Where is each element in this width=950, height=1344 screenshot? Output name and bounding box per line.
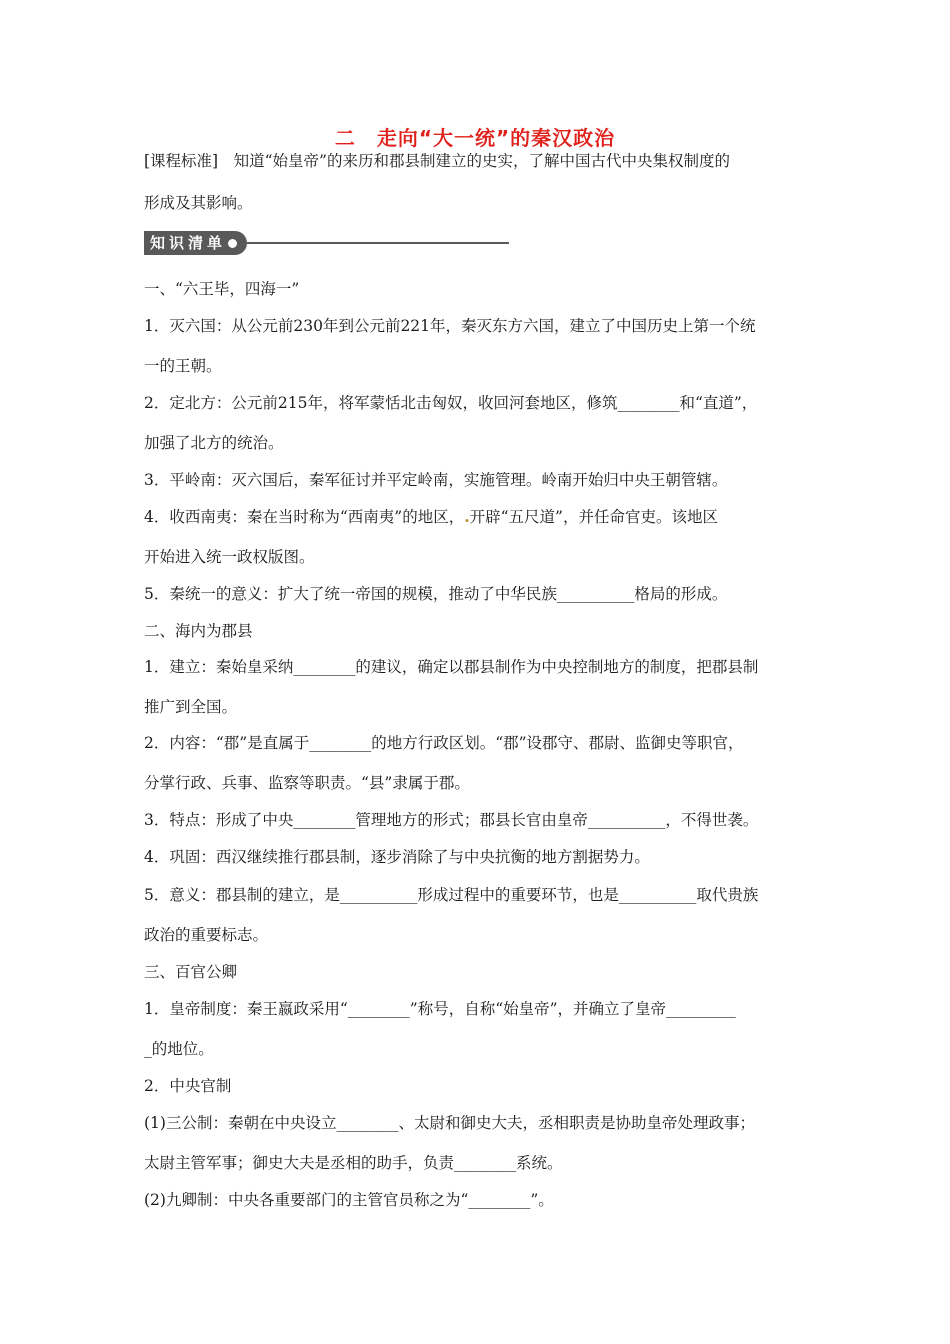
section-badge xyxy=(144,231,247,255)
text-line: 1．皇帝制度：秦王嬴政采用“________”称号，自称“始皇帝”，并确立了皇帝_________ xyxy=(144,1000,736,1018)
text-line xyxy=(144,507,718,527)
section-header xyxy=(144,231,509,255)
text-line: 3．特点：形成了中央________管理地方的形式；郡县长官由皇帝__________，不得世袭。 xyxy=(144,811,759,829)
text-line: 分掌行政、兵事、监察等职责。“县”隶属于郡。 xyxy=(144,774,470,792)
text-line: (2)九卿制：中央各重要部门的主管官员称之为“________”。 xyxy=(144,1191,554,1209)
curriculum-standard-line-1: [课程标准] 知道“始皇帝”的来历和郡县制建立的史实，了解中国古代中央集权制度的 xyxy=(144,152,730,170)
text-line: 一的王朝。 xyxy=(144,357,222,375)
text-line: 4．巩固：西汉继续推行郡县制，逐步消除了与中央抗衡的地方割据势力。 xyxy=(144,848,650,866)
text-line: 加强了北方的统治。 xyxy=(144,434,284,452)
curriculum-standard-line-2: 形成及其影响。 xyxy=(144,194,253,212)
text-line: 2．内容：“郡”是直属于________的地方行政区划。“郡”设郡守、郡尉、监御史等职官， xyxy=(144,734,744,752)
bullet-dot-icon xyxy=(228,239,237,248)
text-line: (1)三公制：秦朝在中央设立________、太尉和御史大夫，丞相职责是协助皇帝处理政事； xyxy=(144,1114,755,1132)
text-line: 2．中央官制 xyxy=(144,1077,232,1095)
text-line: 推广到全国。 xyxy=(144,698,238,716)
text-line: 2．定北方：公元前215年，将军蒙恬北击匈奴，收回河套地区，修筑________和“直道”， xyxy=(144,394,758,412)
heading-1: 一、“六王毕，四海一” xyxy=(144,280,300,298)
text-line: 政治的重要标志。 xyxy=(144,926,269,944)
section-badge-label: 知识清单 xyxy=(150,234,227,252)
text-line: 太尉主管军事；御史大夫是丞相的助手，负责________系统。 xyxy=(144,1154,563,1172)
heading-3: 三、百官公卿 xyxy=(144,963,238,981)
section-divider xyxy=(247,242,509,244)
text-line: _的地位。 xyxy=(144,1040,214,1058)
lesson-title: 二 走向“大一统”的秦汉政治 xyxy=(334,126,616,150)
stray-mark: . xyxy=(464,507,470,526)
text-line: 5．意义：郡县制的建立，是__________形成过程中的重要环节，也是__________取代贵族 xyxy=(144,886,759,904)
text-line: 开始进入统一政权版图。 xyxy=(144,548,315,566)
text-fragment: 4．收西南夷：秦在当时称为“西南夷”的地区， xyxy=(144,508,465,526)
text-line: 1．灭六国：从公元前230年到公元前221年，秦灭东方六国，建立了中国历史上第一个统 xyxy=(144,317,756,335)
text-line: 1．建立：秦始皇采纳________的建议，确定以郡县制作为中央控制地方的制度，把郡县制 xyxy=(144,658,759,676)
heading-2: 二、海内为郡县 xyxy=(144,622,253,640)
text-line: 3．平岭南：灭六国后，秦军征讨并平定岭南，实施管理。岭南开始归中央王朝管辖。 xyxy=(144,471,728,489)
text-fragment: 开辟“五尺道”，并任命官吏。该地区 xyxy=(469,508,718,526)
text-line: 5．秦统一的意义：扩大了统一帝国的规模，推动了中华民族__________格局的形成。 xyxy=(144,585,728,603)
